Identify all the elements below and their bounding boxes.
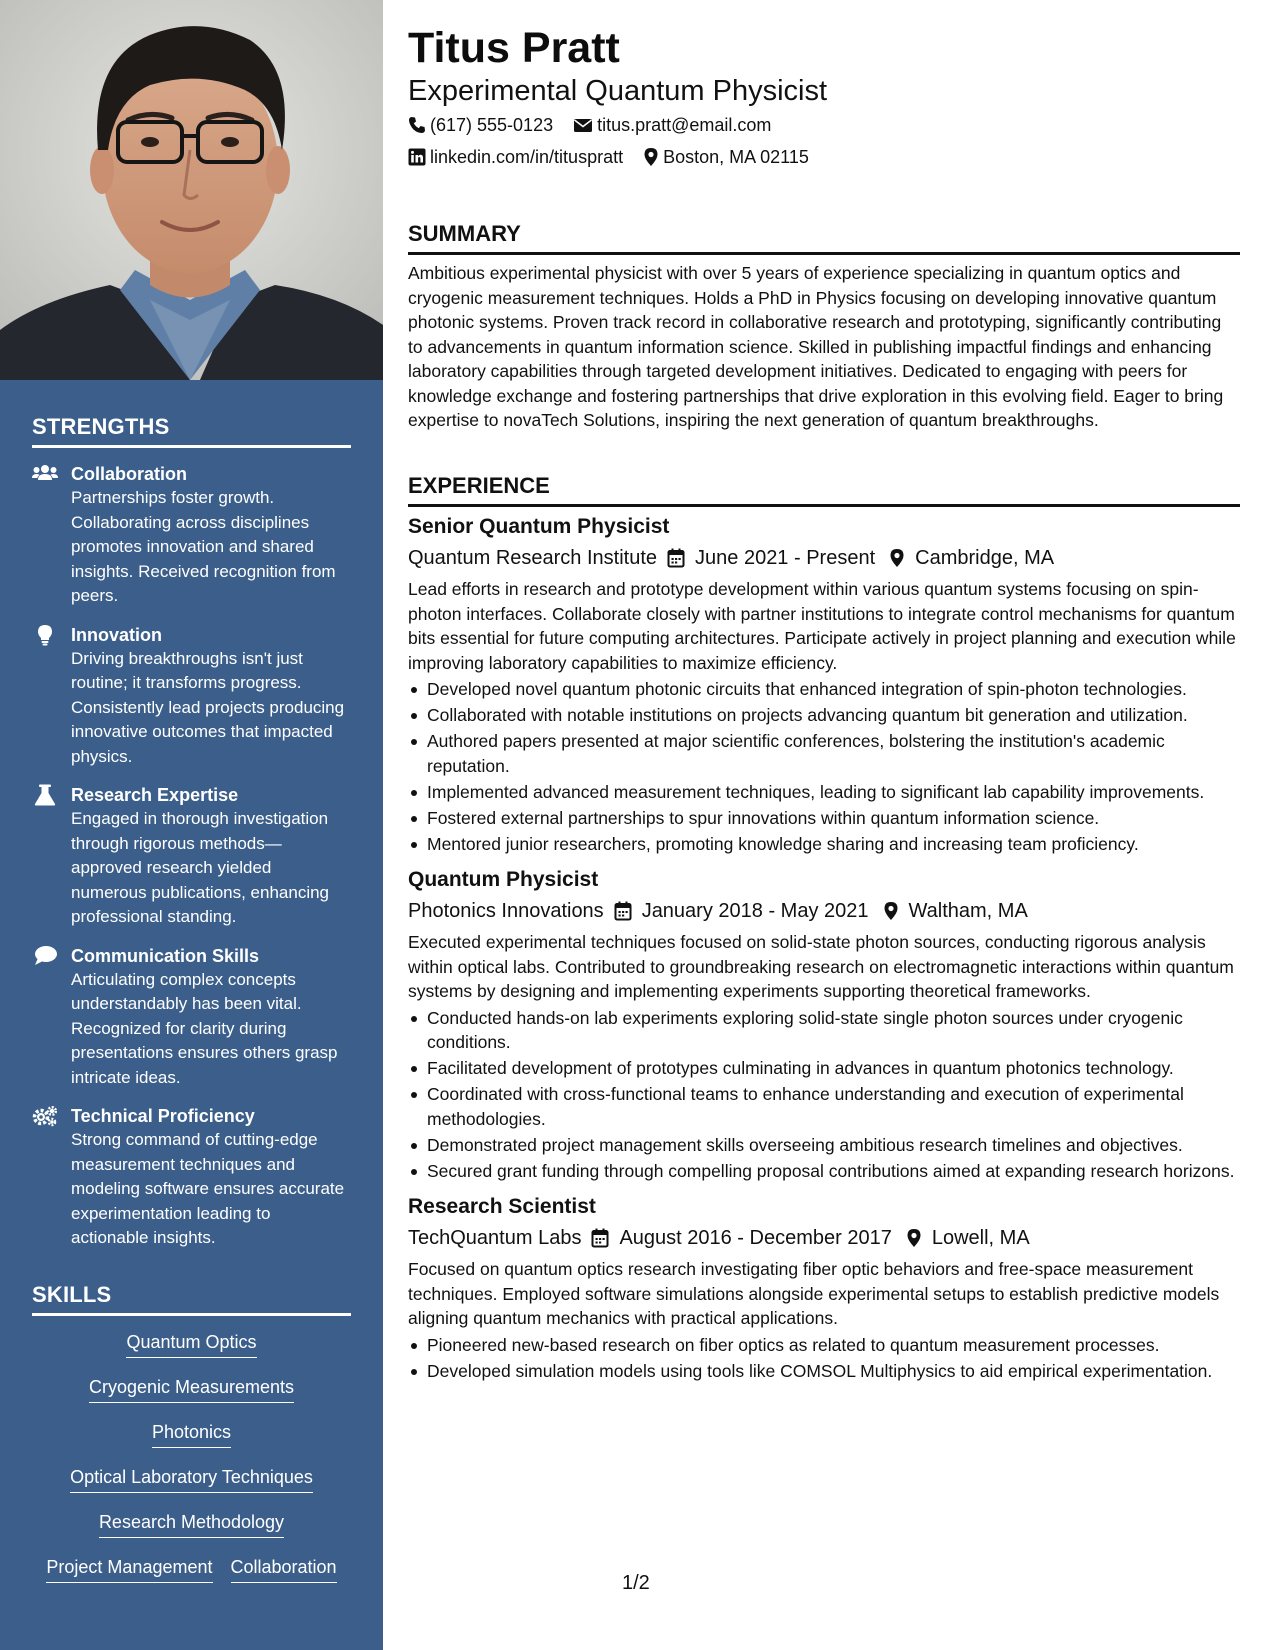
strength-item [32,783,351,930]
strength-name: Research Expertise [71,785,239,805]
strength-description: Articulating complex concepts understandably has been vital. Recognized for clarity during presentations ensures others grasp intricate ideas. [71,969,338,1087]
map-pin-icon [883,901,899,921]
job-dates: June 2021 - Present [695,547,876,569]
skill-tag: Research Methodology [99,1510,284,1538]
job-location-group [883,895,1028,927]
achievement-item: Implemented advanced measurement techniques, leading to significant lab capability improvements. [408,780,1240,805]
map-pin-icon [889,548,905,568]
strength-name: Communication Skills [71,945,260,966]
strength-description: Driving breakthroughs isn't just routine; it transforms progress. Consistently lead projects producing innovative outcomes that impacted physics. [71,648,345,766]
strength-item [32,1104,351,1251]
location-contact [643,145,809,169]
job-entry [408,865,1240,1183]
skill-tag: Project Management [46,1555,212,1583]
skill-tag: Photonics [152,1420,231,1448]
summary-text: Ambitious experimental physicist with over 5 years of experience specializing in quantum optics and cryogenic measurement techniques. Holds a PhD in Physics focusing on developing innovative quantum photonic systems. Proven track record in collaborative research and prototyping, significantly contributing to advancements in quantum information science. Skilled in publishing impactful findings and enhancing laboratory capabilities through targeted development initiatives. Dedicated to engaging with peers for knowledge exchange and fostering partnerships that drive exploration in this evolving field. Eager to bring expertise to novaTech Solutions, inspiring the next generation of quantum breakthroughs. [408,263,1224,430]
job-description: Executed experimental techniques focused on solid-state photon sources, conducting rigorous analysis within optical labs. Contributed to groundbreaking research on electromagnetic interactions within quantum systems by designing and implementing experiments supporting theoretical frameworks. [408,932,1234,1001]
job-description: Lead efforts in research and prototype development within various quantum systems focusing on spin-photon interfaces. Collaborate closely with partner institutions to integrate control mechanisms for quantum bits essential for future computing architectures. Participate actively in project planning and execution while improving laboratory capabilities to maximize efficiency. [408,579,1236,673]
strengths-section [32,414,351,1251]
skill-tag: Collaboration [231,1555,337,1583]
achievement-item: Fostered external partnerships to spur innovations within quantum information science. [408,806,1240,831]
achievement-item: Collaborated with notable institutions on projects advancing quantum bit generation and utilization. [408,703,1240,728]
skills-list [32,1330,351,1600]
achievement-item: Conducted hands-on lab experiments exploring solid-state single photon sources under cryogenic conditions. [408,1006,1240,1055]
envelope-icon [573,117,593,133]
map-pin-icon [643,147,659,167]
job-dates-group [667,542,875,574]
strength-description: Engaged in thorough investigation through rigorous methods—approved research yielded numerous publications, enhancing professional standing. [71,809,330,926]
job-company: Quantum Research Institute [408,547,658,569]
job-meta [408,542,1240,574]
job-title: Quantum Physicist [408,868,599,891]
sidebar [0,0,383,1650]
flask-icon [32,784,58,806]
calendar-icon [614,901,632,921]
achievement-item: Facilitated development of prototypes culminating in advances in quantum photonics technology. [408,1056,1240,1081]
strength-name: Innovation [71,624,162,645]
strength-item [32,944,351,1091]
summary-heading: SUMMARY [408,220,1240,255]
job-location: Waltham, MA [908,900,1028,922]
gears-icon [32,1105,58,1127]
strength-item [32,462,351,609]
strengths-heading: STRENGTHS [32,414,351,448]
job-company: Photonics Innovations [408,900,604,922]
job-meta [408,1222,1240,1254]
skills-section [32,1282,351,1600]
job-achievements [408,1333,1240,1384]
achievement-item: Authored papers presented at major scientific conferences, bolstering the institution's academic reputation. [408,729,1240,778]
calendar-icon [591,1228,609,1248]
linkedin-contact [408,145,623,169]
linkedin-icon [408,148,426,166]
job-title: Senior Quantum Physicist [408,515,670,538]
location-text: Boston, MA 02115 [663,147,809,167]
contact-row-1 [408,113,771,137]
job-location: Cambridge, MA [915,547,1055,569]
strength-item [32,623,351,770]
skill-tag: Quantum Optics [126,1330,256,1358]
linkedin-url[interactable]: linkedin.com/in/tituspratt [430,147,624,167]
job-dates-group [614,895,869,927]
strength-name: Technical Proficiency [71,1106,255,1126]
page-number: 1/2 [622,1572,650,1594]
contact-row-2 [408,145,809,169]
strength-description: Partnerships foster growth. Collaborating across disciplines promotes innovation and shared insights. Received recognition from peers. [71,488,336,605]
candidate-name: Titus Pratt [408,24,620,72]
job-meta [408,895,1240,927]
achievement-item: Developed novel quantum photonic circuits that enhanced integration of spin-photon technologies. [408,677,1240,702]
lightbulb-icon [32,624,58,646]
skill-tag: Cryogenic Measurements [89,1375,294,1403]
speech-bubble-icon [32,945,58,967]
achievement-item: Pioneered new-based research on fiber optics as related to quantum measurement processes. [408,1333,1240,1358]
profile-photo [0,0,383,380]
achievement-item: Mentored junior researchers, promoting knowledge sharing and increasing team proficiency. [408,832,1240,857]
job-location-group [889,542,1054,574]
job-location: Lowell, MA [931,1227,1030,1249]
job-dates: January 2018 - May 2021 [641,900,869,922]
job-dates: August 2016 - December 2017 [619,1227,892,1249]
job-description: Focused on quantum optics research investigating fiber optic behaviors and free-space measurement techniques. Employed software simulations alongside experimental setups to establish predictive models aligning quantum mechanics with practical applications. [408,1259,1220,1328]
experience-list [408,512,1240,1392]
phone-contact [408,113,553,137]
achievement-item: Coordinated with cross-functional teams to enhance understanding and execution of experimental methodologies. [408,1082,1240,1131]
job-company: TechQuantum Labs [408,1227,582,1249]
email-address[interactable]: titus.pratt@email.com [597,115,772,135]
job-location-group [906,1222,1030,1254]
strength-name: Collaboration [71,464,187,484]
candidate-role: Experimental Quantum Physicist [408,75,828,107]
job-title: Research Scientist [408,1195,596,1218]
phone-icon [408,116,426,134]
job-dates-group [591,1222,891,1254]
skills-heading: SKILLS [32,1282,351,1316]
job-entry [408,512,1240,856]
strength-description: Strong command of cutting-edge measurement techniques and modeling software ensures accurate experimentation leading to actionable insights. [71,1130,345,1247]
map-pin-icon [906,1228,922,1248]
achievement-item: Secured grant funding through compelling proposal contributions aimed at expanding research horizons. [408,1159,1240,1184]
job-achievements [408,677,1240,856]
achievement-item: Developed simulation models using tools like COMSOL Multiphysics to aid empirical experimentation. [408,1359,1240,1384]
skill-tag: Optical Laboratory Techniques [70,1465,313,1493]
users-icon [32,463,58,485]
email-contact [573,113,771,137]
phone-number: (617) 555-0123 [430,115,554,135]
job-achievements [408,1006,1240,1184]
achievement-item: Demonstrated project management skills overseeing ambitious research timelines and objectives. [408,1133,1240,1158]
experience-heading: EXPERIENCE [408,472,1240,507]
calendar-icon [667,548,685,568]
job-entry [408,1192,1240,1383]
